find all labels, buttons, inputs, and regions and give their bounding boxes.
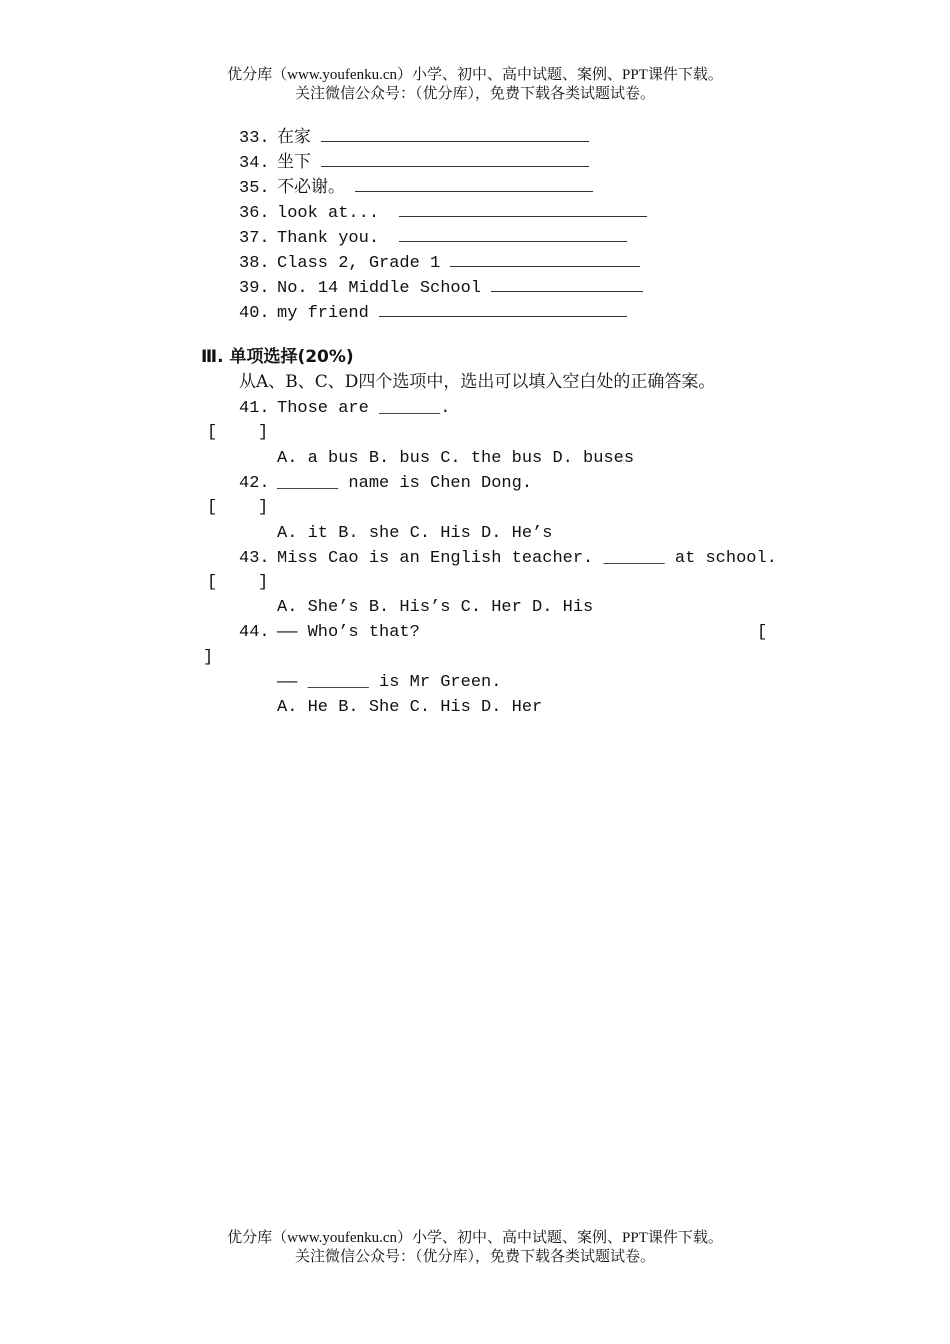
answer-blank[interactable]	[321, 151, 589, 167]
translation-item	[239, 151, 589, 173]
question-number: 43.	[239, 549, 270, 568]
question-text: Miss Cao is an English teacher. ______ at school.	[277, 549, 777, 568]
question-stem	[239, 398, 450, 420]
item-number: 33.	[239, 129, 270, 148]
section-title: Ⅲ. 单项选择(20%)	[201, 347, 354, 367]
question-text: —— Who’s that?	[277, 623, 420, 642]
translation-item	[239, 251, 640, 273]
item-text: look at...	[277, 204, 380, 223]
item-number: 34.	[239, 154, 270, 173]
answer-blank[interactable]	[491, 276, 643, 292]
item-number: 38.	[239, 254, 270, 273]
translation-item	[239, 301, 627, 323]
question-stem	[239, 548, 777, 570]
answer-blank[interactable]	[399, 201, 647, 217]
item-text: my friend	[277, 304, 369, 323]
item-text: No. 14 Middle School	[277, 279, 482, 298]
item-number: 35.	[239, 179, 270, 198]
header-line-1: 优分库（www.youfenku.cn）小学、初中、高中试题、案例、PPT课件下载。	[227, 67, 723, 83]
answer-blank[interactable]	[450, 251, 640, 267]
question-stem	[239, 622, 420, 644]
header-line-2: 关注微信公众号：（优分库），免费下载各类试题试卷。	[294, 86, 655, 102]
question-options: A. a bus B. bus C. the bus D. buses	[277, 449, 635, 468]
answer-blank[interactable]	[355, 176, 593, 192]
translation-item	[239, 276, 643, 298]
question-number: 44.	[239, 623, 270, 642]
footer-line-2: 关注微信公众号：（优分库），免费下载各类试题试卷。	[294, 1249, 655, 1265]
translation-item	[239, 201, 647, 223]
item-text: Thank you.	[277, 229, 380, 248]
dialogue-reply: —— ______ is Mr Green.	[277, 673, 502, 692]
item-text: 在家	[277, 129, 311, 148]
item-text: 坐下	[277, 154, 311, 173]
item-number: 40.	[239, 304, 270, 323]
question-text: Those are ______.	[277, 399, 451, 418]
item-number: 37.	[239, 229, 270, 248]
question-stem	[239, 473, 532, 495]
section-instruction: 从A、B、C、D四个选项中，选出可以填入空白处的正确答案。	[239, 372, 716, 392]
translation-item	[239, 126, 589, 148]
question-options: A. it B. she C. His D. He’s	[277, 524, 553, 543]
item-number: 39.	[239, 279, 270, 298]
answer-blank[interactable]	[399, 226, 627, 242]
item-number: 36.	[239, 204, 270, 223]
answer-bracket-open[interactable]: [	[757, 623, 768, 642]
question-number: 41.	[239, 399, 270, 418]
answer-blank[interactable]	[379, 301, 627, 317]
translation-item	[239, 176, 593, 198]
footer-line-1: 优分库（www.youfenku.cn）小学、初中、高中试题、案例、PPT课件下载。	[227, 1230, 723, 1246]
translation-item	[239, 226, 627, 248]
answer-bracket[interactable]: [ ]	[207, 573, 269, 592]
answer-blank[interactable]	[321, 126, 589, 142]
question-number: 42.	[239, 474, 270, 493]
item-text: 不必谢。	[277, 179, 345, 198]
answer-bracket[interactable]: [ ]	[207, 423, 269, 442]
answer-bracket[interactable]: [ ]	[207, 498, 269, 517]
item-text: Class 2, Grade 1	[277, 254, 441, 273]
question-options: A. She’s B. His’s C. Her D. His	[277, 598, 594, 617]
answer-bracket-close: ]	[203, 648, 214, 667]
question-text: ______ name is Chen Dong.	[277, 474, 533, 493]
question-options: A. He B. She C. His D. Her	[277, 698, 543, 717]
